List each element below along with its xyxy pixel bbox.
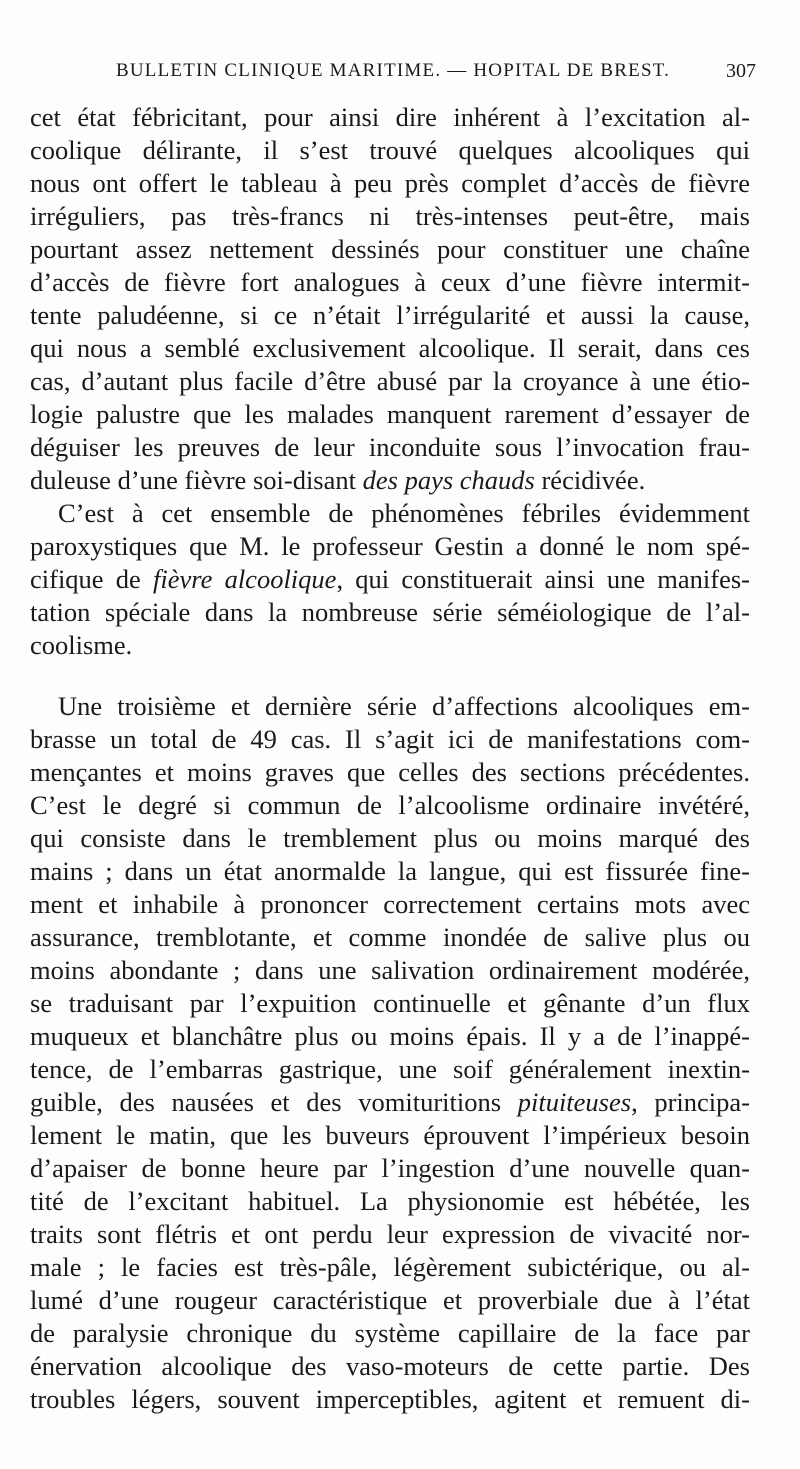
text-line: coolisme. (30, 630, 133, 660)
text-line: d’accès de fièvre fort analogues à ceux d’une fièvre intermit- (30, 267, 750, 297)
text-line: cet état fébricitant, pour ainsi dire inhérent à l’excitation al- (30, 102, 750, 132)
text-line: brasse un total de 49 cas. Il s’agit ici de manifestations com- (30, 724, 750, 754)
text-segment: guible, des nausées et des vomituritions (30, 1087, 518, 1117)
text-line: paroxystiques que M. le professeur Gestin a donné le nom spé- (30, 531, 750, 561)
text-line: de paralysie chronique du système capillaire de la face par (30, 1318, 750, 1348)
page-number: 307 (726, 60, 756, 82)
text-line: muqueux et blanchâtre plus ou moins épais. Il y a de l’inappé- (30, 1021, 750, 1051)
italic-phrase: des pays chauds (362, 465, 535, 495)
text-line: traits sont flétris et ont perdu leur expression de vivacité nor- (30, 1219, 750, 1249)
text-line (30, 563, 750, 596)
text-line: male ; le facies est très-pâle, légèrement subictérique, ou al- (30, 1252, 750, 1282)
text-segment: cifique de (30, 564, 154, 594)
text-line: déguiser les preuves de leur inconduite sous l’invocation frau- (30, 432, 750, 462)
text-line: logie palustre que les malades manquent rarement d’essayer de (30, 399, 750, 429)
text-line: C’est le degré si commun de l’alcoolisme ordinaire invétéré, (30, 790, 750, 820)
text-line: moins abondante ; dans une salivation ordinairement modérée, (30, 955, 750, 985)
text-line (30, 464, 750, 497)
text-line: Une troisième et dernière série d’affections alcooliques em- (58, 691, 750, 721)
text-line: mains ; dans un état anormalde la langue, qui est fissurée fine- (30, 856, 750, 886)
text-line: cas, d’autant plus facile d’être abusé par la croyance à une étio- (30, 366, 750, 396)
text-line (30, 1086, 750, 1119)
text-segment: duleuse d’une fièvre soi-disant (30, 465, 363, 495)
text-line: coolique délirante, il s’est trouvé quelques alcooliques qui (30, 135, 750, 165)
page-header (116, 60, 756, 88)
text-line: nous ont offert le tableau à peu près complet d’accès de fièvre (30, 168, 750, 198)
text-line: tation spéciale dans la nombreuse série séméiologique de l’al- (30, 597, 750, 627)
text-line: mençantes et moins graves que celles des sections précédentes. (30, 757, 750, 787)
text-segment: , principa- (631, 1087, 750, 1117)
text-line: tence, de l’embarras gastrique, une soif généralement inextin- (30, 1054, 750, 1084)
italic-phrase: pituiteuses (517, 1087, 632, 1117)
text-line: lumé d’une rougeur caractéristique et proverbiale due à l’état (30, 1285, 750, 1315)
text-line: tente paludéenne, si ce n’était l’irrégularité et aussi la cause, (30, 300, 750, 330)
text-line: irréguliers, pas très-francs ni très-intenses peut-être, mais (30, 201, 750, 231)
text-line: ment et inhabile à prononcer correctement certains mots avec (30, 889, 750, 919)
text-segment: , qui constituerait ainsi une manifes- (336, 564, 750, 594)
text-line: C’est à cet ensemble de phénomènes fébriles évidemment (58, 498, 750, 528)
text-line: troubles légers, souvent imperceptibles, agitent et remuent di- (30, 1384, 750, 1414)
text-line: énervation alcoolique des vaso-moteurs de cette partie. Des (30, 1351, 750, 1381)
text-line: se traduisant par l’expuition continuelle et gênante d’un flux (30, 988, 750, 1018)
text-line: pourtant assez nettement dessinés pour constituer une chaîne (30, 234, 750, 264)
text-line: lement le matin, que les buveurs éprouvent l’impérieux besoin (30, 1120, 750, 1150)
text-line: d’apaiser de bonne heure par l’ingestion d’une nouvelle quan- (30, 1153, 750, 1183)
italic-phrase: fièvre alcoolique (153, 564, 337, 594)
text-segment: récidivée. (534, 465, 646, 495)
text-line: assurance, tremblotante, et comme inondée de salive plus ou (30, 922, 750, 952)
text-line: qui nous a semblé exclusivement alcoolique. Il serait, dans ces (30, 333, 750, 363)
text-line: qui consiste dans le tremblement plus ou moins marqué des (30, 823, 750, 853)
text-line: tité de l’excitant habituel. La physionomie est hébétée, les (30, 1186, 750, 1216)
running-head: BULLETIN CLINIQUE MARITIME. — HOPITAL DE BREST. (116, 60, 671, 81)
